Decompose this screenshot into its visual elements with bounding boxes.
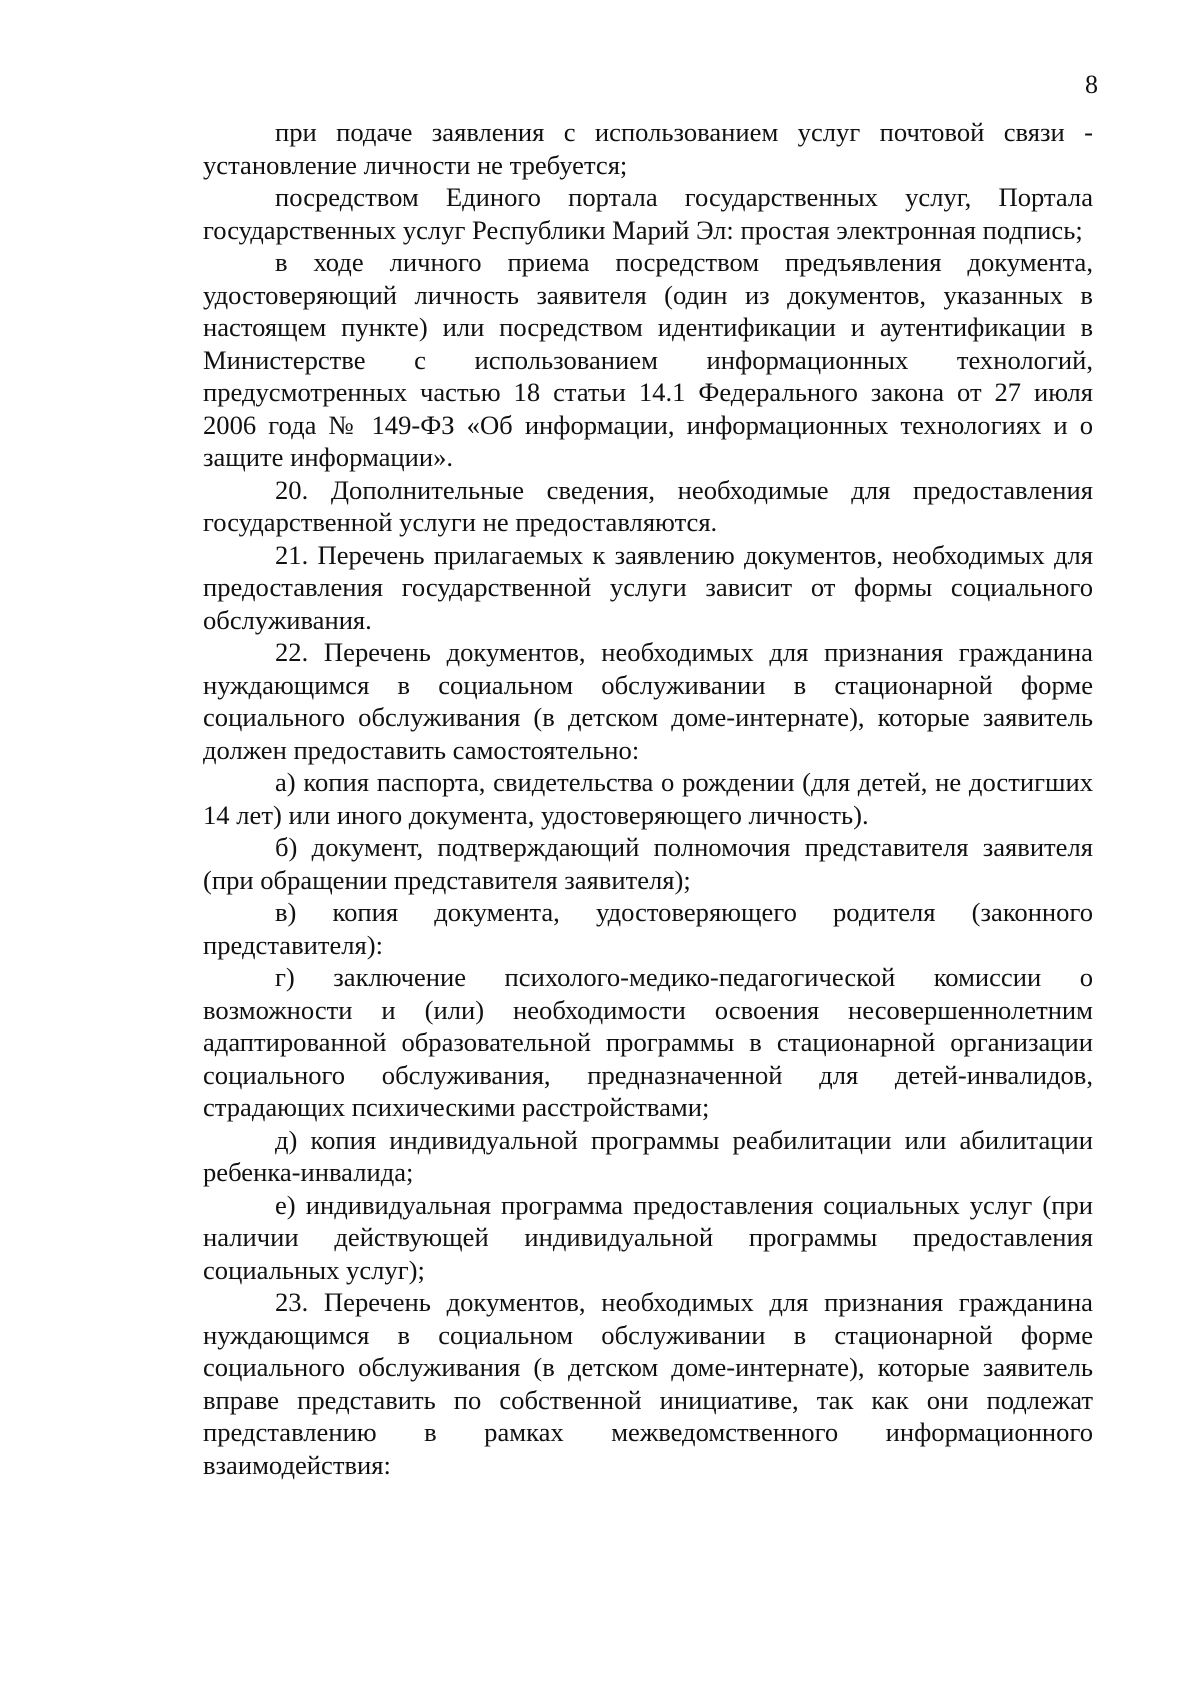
paragraph-personal-reception: в ходе личного приема посредством предъявления документа, удостоверяющий личность заявителя (один из документов, указанных в настоящем пункте) или посредством идентификации и аутентификации в Министерстве с использованием информационных технологий, предусмотренных частью 18 статьи 14.1 Федерального закона от 27 июля 2006 года № 149-ФЗ «Об информации, информационных технологиях и о защите информации». <box>203 247 1093 472</box>
paragraph-item-22-b: б) документ, подтверждающий полномочия представителя заявителя (при обращении представителя заявителя); <box>203 832 1093 895</box>
paragraph-item-22-a: а) копия паспорта, свидетельства о рождении (для детей, не достигших 14 лет) или иного документа, удостоверяющего личность). <box>203 767 1093 830</box>
paragraph-item-23: 23. Перечень документов, необходимых для признания гражданина нуждающимся в социальном обслуживании в стационарной форме социального обслуживания (в детском доме-интернате), которые заявитель вправе представить по собственной инициативе, так как они подлежат представлению в рамках межведомственного информационного взаимодействия: <box>203 1287 1093 1480</box>
paragraph-item-22-g: г) заключение психолого-медико-педагогической комиссии о возможности и (или) необходимости освоения несовершеннолетним адаптированной образовательной программы в стационарной организации социального обслуживания, предназначенной для детей-инвалидов, страдающих психическими расстройствами; <box>203 962 1093 1122</box>
paragraph-item-21: 21. Перечень прилагаемых к заявлению документов, необходимых для предоставления государственной услуги зависит от формы социального обслуживания. <box>203 539 1093 635</box>
paragraph-item-22-e: е) индивидуальная программа предоставления социальных услуг (при наличии действующей индивидуальной программы предоставления социальных услуг); <box>203 1189 1093 1285</box>
document-body <box>203 116 1093 1481</box>
paragraph-item-20: 20. Дополнительные сведения, необходимые для предоставления государственной услуги не предоставляются. <box>203 474 1093 537</box>
paragraph-item-22-v: в) копия документа, удостоверяющего родителя (законного представителя): <box>203 897 1093 960</box>
paragraph-portal-signature: посредством Единого портала государственных услуг, Портала государственных услуг Республики Марий Эл: простая электронная подпись; <box>203 182 1093 245</box>
paragraph-item-22: 22. Перечень документов, необходимых для признания гражданина нуждающимся в социальном обслуживании в стационарной форме социального обслуживания (в детском доме-интернате), которые заявитель должен предоставить самостоятельно: <box>203 637 1093 765</box>
paragraph-postal-submission: при подаче заявления с использованием услуг почтовой связи - установление личности не требуется; <box>203 117 1093 180</box>
page-number: 8 <box>1085 70 1098 99</box>
paragraph-item-22-d: д) копия индивидуальной программы реабилитации или абилитации ребенка-инвалида; <box>203 1124 1093 1187</box>
